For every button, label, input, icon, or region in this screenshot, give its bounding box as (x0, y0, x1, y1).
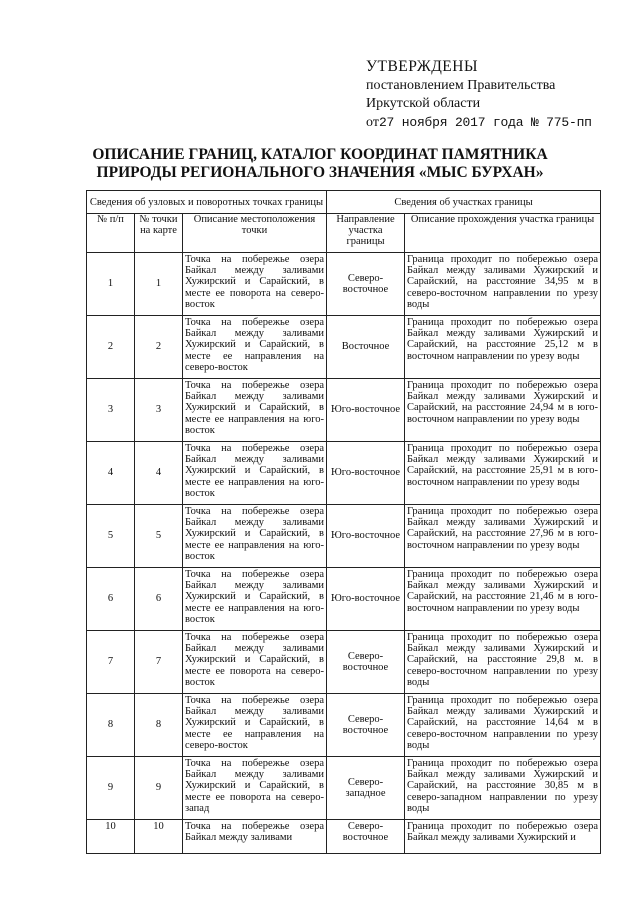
row-index: 3 (87, 379, 135, 442)
row-direction: Юго-восточное (327, 505, 405, 568)
row-description: Граница проходит по побережью озера Байкал между заливами Хужирский и Сарайский, на расстояние 27,96 м в юго-восточном направлении по урезу воды (405, 505, 601, 568)
column-header-index: № п/п (87, 214, 135, 253)
table-row (87, 757, 601, 820)
row-direction: Северо-западное (327, 757, 405, 820)
table-row (87, 253, 601, 316)
row-point: 9 (135, 757, 183, 820)
approval-title: УТВЕРЖДЕНЫ (366, 58, 478, 75)
boundary-table (86, 190, 601, 854)
row-point: 5 (135, 505, 183, 568)
row-index: 9 (87, 757, 135, 820)
row-description: Граница проходит по побережью озера Байкал между заливами Хужирский и Сарайский, на расстояние 24,94 м в юго-восточном направлении по урезу воды (405, 379, 601, 442)
row-point: 8 (135, 694, 183, 757)
table-row (87, 316, 601, 379)
column-header-location: Описание местоположения точки (183, 214, 327, 253)
row-point: 1 (135, 253, 183, 316)
column-header-direction: Направление участка границы (327, 214, 405, 253)
group-header-segments: Сведения об участках границы (327, 191, 601, 214)
row-direction: Северо-восточное (327, 820, 405, 854)
approval-line-1: постановлением Правительства (366, 77, 556, 93)
heading-line-2: ПРИРОДЫ РЕГИОНАЛЬНОГО ЗНАЧЕНИЯ «МЫС БУРХАН» (96, 164, 544, 181)
row-index: 8 (87, 694, 135, 757)
row-point: 3 (135, 379, 183, 442)
row-description: Граница проходит по побережью озера Байкал между заливами Хужирский и Сарайский, на расстояние 21,46 м в юго-восточном направлении по урезу воды (405, 568, 601, 631)
heading-line-1: ОПИСАНИЕ ГРАНИЦ, КАТАЛОГ КООРДИНАТ ПАМЯТНИКА (92, 146, 548, 163)
row-point: 4 (135, 442, 183, 505)
row-description: Граница проходит по побережью озера Байкал между заливами Хужирский и Сарайский, на расстояние 25,12 м в восточном направлении по урезу воды (405, 316, 601, 379)
table-row (87, 505, 601, 568)
row-direction: Юго-восточное (327, 568, 405, 631)
row-description: Граница проходит по побережью озера Байкал между заливами Хужирский и Сарайский, на расстояние 25,91 м в юго-восточном направлении по урезу воды (405, 442, 601, 505)
row-index: 10 (87, 820, 135, 854)
row-index: 2 (87, 316, 135, 379)
row-description: Граница проходит по побережью озера Байкал между заливами Хужирский и Сарайский, на расстояние 29,8 м. в северо-восточном направлении по урезу воды (405, 631, 601, 694)
column-header-description: Описание прохождения участка границы (405, 214, 601, 253)
table-row (87, 442, 601, 505)
row-location: Точка на побережье озера Байкал между заливами Хужирский и Сарайский, в месте ее поворота на северо-восток (183, 631, 327, 694)
table-row (87, 379, 601, 442)
row-location: Точка на побережье озера Байкал между заливами Хужирский и Сарайский, в месте ее направления на юго-восток (183, 379, 327, 442)
row-description: Граница проходит по побережью озера Байкал между заливами Хужирский и (405, 820, 601, 854)
approval-prefix: от (366, 114, 379, 130)
group-header-points: Сведения об узловых и поворотных точках границы (87, 191, 327, 214)
row-index: 4 (87, 442, 135, 505)
table-row (87, 694, 601, 757)
row-point: 10 (135, 820, 183, 854)
approval-signature: 27 ноября 2017 года № 775-пп (378, 114, 592, 130)
row-index: 6 (87, 568, 135, 631)
row-location: Точка на побережье озера Байкал между заливами Хужирский и Сарайский, в месте ее направления на юго-восток (183, 442, 327, 505)
row-index: 7 (87, 631, 135, 694)
approval-date-line (366, 114, 636, 133)
row-index: 5 (87, 505, 135, 568)
row-point: 7 (135, 631, 183, 694)
row-location: Точка на побережье озера Байкал между заливами Хужирский и Сарайский, в месте ее направления на юго-восток (183, 505, 327, 568)
row-location: Точка на побережье озера Байкал между заливами Хужирский и Сарайский, в месте ее направления на северо-восток (183, 694, 327, 757)
row-point: 2 (135, 316, 183, 379)
column-header-point: № точки на карте (135, 214, 183, 253)
row-direction: Юго-восточное (327, 379, 405, 442)
table-row (87, 568, 601, 631)
approval-block (366, 58, 636, 132)
row-location: Точка на побережье озера Байкал между заливами Хужирский и Сарайский, в месте ее направления на северо-восток (183, 316, 327, 379)
table-row (87, 820, 601, 854)
row-direction: Северо-восточное (327, 253, 405, 316)
row-description: Граница проходит по побережью озера Байкал между заливами Хужирский и Сарайский, на расстояние 14,64 м в северо-восточном направлении по урезу воды (405, 694, 601, 757)
row-direction: Восточное (327, 316, 405, 379)
approval-line-2: Иркутской области (366, 96, 481, 111)
row-direction: Северо-восточное (327, 694, 405, 757)
row-location: Точка на побережье озера Байкал между заливами Хужирский и Сарайский, в месте ее поворота на северо-запад (183, 757, 327, 820)
row-point: 6 (135, 568, 183, 631)
row-direction: Юго-восточное (327, 442, 405, 505)
row-location: Точка на побережье озера Байкал между заливами Хужирский и Сарайский, в месте ее поворота на северо-восток (183, 253, 327, 316)
table-row (87, 631, 601, 694)
row-location: Точка на побережье озера Байкал между заливами Хужирский и Сарайский, в месте ее направления на юго-восток (183, 568, 327, 631)
row-direction: Северо-восточное (327, 631, 405, 694)
document-heading (70, 146, 570, 182)
row-description: Граница проходит по побережью озера Байкал между заливами Хужирский и Сарайский, на расстояние 34,95 м в северо-восточном направлении по урезу воды (405, 253, 601, 316)
row-location: Точка на побережье озера Байкал между заливами (183, 820, 327, 854)
row-index: 1 (87, 253, 135, 316)
row-description: Граница проходит по побережью озера Байкал между заливами Хужирский и Сарайский, на расстояние 30,85 м в северо-западном направлении по урезу воды (405, 757, 601, 820)
